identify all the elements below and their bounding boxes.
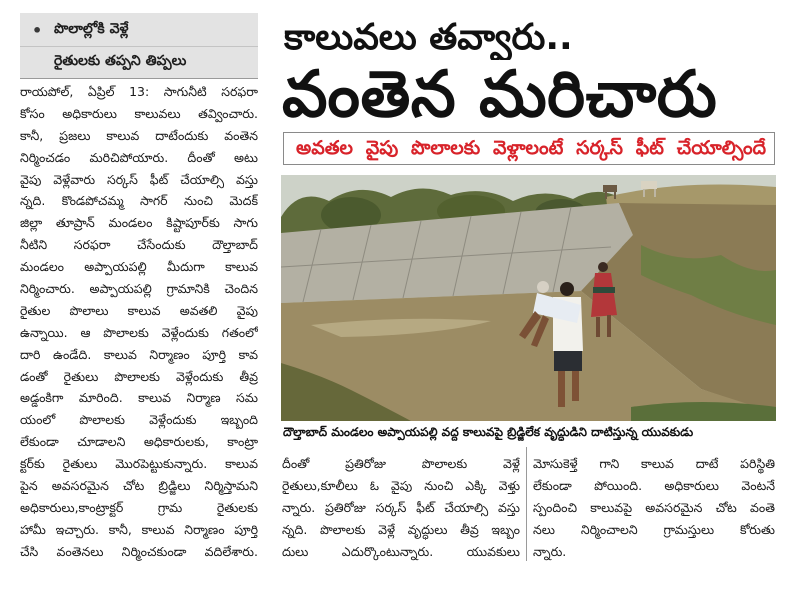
photo-bottom-grass (631, 402, 776, 421)
left-column-line: రాయపోల్, ఏప్రిల్ 13: సాగునీటి సరఫరా (20, 84, 258, 99)
left-column-line: నిర్మించడం మరిచిపోయారు. దీంతో అటు (20, 149, 258, 165)
bottom-column-2 (533, 453, 775, 562)
left-column-line: హామీ ఇచ్చారు. కానీ, కాలువ నిర్మాణం పూర్తి (20, 521, 258, 537)
kicker-line-1 (20, 15, 258, 47)
left-column-line: కానీ, ప్రజలు కాలువ దాటేందుకు వంతెన (20, 127, 258, 143)
left-column-line: నిర్మించారు. అప్పాయపల్లి గ్రామానికి చెందిన (20, 281, 258, 297)
column-divider (526, 447, 527, 561)
bottom-column-2-line: స్పందించి కాలువపై అవసరమైన చోట వంతె (533, 499, 775, 515)
bullet-icon: • (32, 21, 43, 40)
left-column-line: అడ్డంకిగా మారింది. కాలువ నిర్మాణ సమ (20, 390, 258, 406)
bottom-column-1-line: దులు ఎదుర్కొంటున్నారు. యువకులు (282, 543, 520, 559)
bottom-column-1 (282, 453, 520, 562)
bottom-column-2-line: మోసుకెళ్తే గాని కాలువ దాటే పరిస్థితి (533, 456, 775, 471)
left-column-line: లేకుండా చూడాలని అధికారులకు, కాంట్రా (20, 434, 258, 450)
left-column-line: డంతో రైతులు పొలాలకు వెళ్లేందుకు తీవ్ర (20, 368, 258, 384)
kicker-line-2: రైతులకు తప్పని తిప్పలు (54, 52, 187, 69)
deck-strip (283, 132, 775, 165)
left-column-line: రైతుల పొలాలు కాలువ అవతలి వైపు (20, 302, 258, 318)
photo-caption: దౌల్తాబాద్ మండలం అప్పాయపల్లి వద్ద కాలువపై బ్రిడ్జిలేక వృద్ధుడిని దాటిస్తున్న యువకుడు (283, 425, 694, 439)
left-column-line: ఉన్నాయి. ఆ పొలాలకు వెళ్లేందుకు గతంలో (20, 324, 258, 340)
left-column-line: నీటిని సరఫరా చేసేందుకు దౌల్తాబాద్ (20, 237, 258, 253)
left-column-line: వైపు వెళ్లేవారు సర్కస్ ఫీట్ చేయాల్సి వస్తు (20, 171, 258, 187)
left-column-line: క్టర్‌కు రైతులు మొరపెట్టుకున్నారు. కాలువ (20, 456, 258, 472)
news-photo (281, 175, 776, 421)
photo-scene (281, 175, 776, 421)
headline-top: కాలువలు తవ్వారు.. (284, 17, 573, 58)
bottom-column-1-line: రైతులు,కూలీలు ఓ వైపు నుంచి ఎక్కి వెళ్తు (282, 477, 520, 493)
bottom-column-2-line: లేకుండా పోయింది. అధికారులు వెంటనే (533, 477, 775, 493)
bottom-column-2-line: న్నారు. (533, 543, 567, 559)
bottom-column-1-line: న్నారు. ప్రతిరోజు సర్కస్ ఫీట్ చేయాల్సి వస్తు (282, 499, 520, 515)
bottom-column-1-line: దీంతో ప్రతిరోజు పొలాలకు వెళ్లే (282, 456, 520, 471)
bottom-column-2-line: నలు నిర్మించాలని గ్రామస్తులు కోరుతు (533, 521, 775, 537)
left-column-line: పైన అవసరమైన చోట బ్రిడ్జిలు నిర్మిస్తామని (20, 478, 258, 494)
left-column-line: మండలం అప్పాయపల్లి మీదుగా కాలువ (20, 259, 258, 275)
kicker-text-1: పొలాల్లోకి వెళ్లే (54, 21, 129, 37)
left-column-line: చేసి వంతెనలు నిర్మించకుండా వదిలేశారు. (20, 543, 258, 559)
left-column-line: యంలో పొలాలకు వెళ్లేందుకు ఇబ్బంది (20, 412, 258, 428)
headline-main: వంతెన మరిచారు (282, 60, 718, 130)
left-column-line: కోసం అధికారులు కాలువలు తవ్వించారు. (20, 105, 258, 121)
left-column-line: న్నది. కొండపోచమ్మ సాగర్ నుంచి మెదక్ (20, 193, 258, 209)
kicker-box (20, 13, 258, 79)
bottom-column-1-line: న్నది. పొలాలకు వెళ్లే వృద్ధులు తీవ్ర ఇబ్బం (282, 521, 520, 537)
left-column-line: అధికారులు,కాంట్రాక్టర్ గ్రామ రైతులకు (20, 499, 258, 515)
left-column-line: దారి ఉండేది. కాలువ నిర్మాణం పూర్తి కావ (20, 346, 258, 362)
deck-text: అవతల వైపు పొలాలకు వెళ్లాలంటే సర్కస్ ఫీట్ చేయాల్సిందే (296, 137, 766, 159)
left-column (20, 81, 258, 563)
left-column-line: జిల్లా తూప్రాన్ మండలం కిష్టాపూర్‌కు సాగు (20, 215, 258, 231)
